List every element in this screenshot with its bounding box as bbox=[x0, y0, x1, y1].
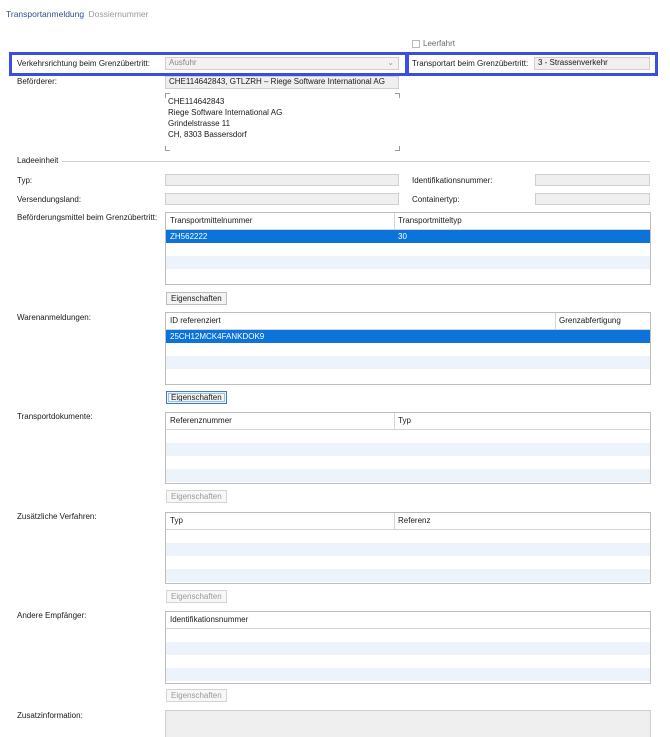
containertyp-field[interactable] bbox=[535, 193, 650, 205]
column-header[interactable]: Referenznummer bbox=[170, 416, 232, 425]
address-line: CHE114642843 bbox=[168, 97, 225, 106]
corner-mark bbox=[165, 93, 170, 98]
zusaetzliche-verfahren-label: Zusätzliche Verfahren: bbox=[17, 512, 97, 521]
tab-bar bbox=[6, 9, 149, 19]
transportart-label: Transportart beim Grenzübertritt: bbox=[412, 59, 529, 68]
befoerderungsmittel-table bbox=[165, 212, 651, 285]
table-row[interactable] bbox=[166, 243, 650, 256]
column-header[interactable]: Transportmittelnummer bbox=[170, 216, 253, 225]
befoerderungsmittel-properties-button[interactable]: Eigenschaften bbox=[166, 292, 227, 305]
table-cell: ZH562222 bbox=[170, 232, 208, 241]
leerfahrt-checkbox[interactable] bbox=[412, 40, 420, 48]
andere-empfaenger-properties-button[interactable]: Eigenschaften bbox=[166, 689, 227, 702]
table-row[interactable] bbox=[166, 569, 650, 582]
table-row[interactable] bbox=[166, 543, 650, 556]
corner-mark bbox=[165, 146, 170, 151]
column-header[interactable]: Identifikationsnummer bbox=[170, 615, 249, 624]
zusaetzliche-verfahren-properties-button[interactable]: Eigenschaften bbox=[166, 590, 227, 603]
identifikationsnummer-label: Identifikationsnummer: bbox=[412, 176, 493, 185]
befoerderer-select[interactable]: CHE114642843, GTLZRH – Riege Software International AG bbox=[165, 76, 399, 89]
transportdokumente-table bbox=[165, 412, 651, 484]
table-row[interactable] bbox=[166, 343, 650, 356]
table-row[interactable] bbox=[166, 556, 650, 569]
warenanmeldungen-label: Warenanmeldungen: bbox=[17, 313, 91, 322]
chevron-down-icon: ⌄ bbox=[387, 58, 394, 67]
table-row[interactable] bbox=[166, 655, 650, 668]
befoerderer-address bbox=[165, 93, 399, 150]
column-header[interactable]: ID referenziert bbox=[170, 316, 221, 325]
table-row[interactable] bbox=[166, 456, 650, 469]
containertyp-label: Containertyp: bbox=[412, 195, 460, 204]
andere-empfaenger-table bbox=[165, 611, 651, 684]
column-header[interactable]: Grenzabfertigung bbox=[559, 316, 621, 325]
transportart-field[interactable]: 3 - Strassenverkehr bbox=[534, 57, 650, 70]
verkehrsrichtung-value: Ausfuhr bbox=[169, 58, 197, 67]
identifikationsnummer-field[interactable] bbox=[535, 174, 650, 186]
column-header[interactable]: Typ bbox=[398, 416, 411, 425]
table-row[interactable] bbox=[166, 629, 650, 642]
table-row[interactable] bbox=[166, 330, 650, 343]
zusatzinformation-field[interactable] bbox=[165, 710, 651, 737]
verkehrsrichtung-select[interactable] bbox=[165, 57, 399, 70]
table-row[interactable] bbox=[166, 356, 650, 369]
leerfahrt-label: Leerfahrt bbox=[423, 39, 456, 48]
befoerderer-label: Beförderer: bbox=[17, 77, 58, 86]
verkehrsrichtung-label: Verkehrsrichtung beim Grenzübertritt: bbox=[17, 59, 150, 68]
address-line: CH, 8303 Bassersdorf bbox=[168, 130, 247, 139]
transportdokumente-label: Transportdokumente: bbox=[17, 412, 93, 421]
table-row[interactable] bbox=[166, 230, 650, 243]
tab-transportanmeldung[interactable]: Transportanmeldung bbox=[6, 9, 85, 19]
table-row[interactable] bbox=[166, 530, 650, 543]
transportdokumente-properties-button[interactable]: Eigenschaften bbox=[166, 490, 227, 503]
versendungsland-label: Versendungsland: bbox=[17, 195, 82, 204]
table-cell: 30 bbox=[398, 232, 407, 241]
address-line: Riege Software International AG bbox=[168, 108, 283, 117]
tab-dossiernummer[interactable]: Dossiernummer bbox=[88, 9, 149, 19]
typ-label: Typ: bbox=[17, 176, 33, 185]
table-row[interactable] bbox=[166, 256, 650, 269]
andere-empfaenger-label: Andere Empfänger: bbox=[17, 611, 87, 620]
warenanmeldungen-table bbox=[165, 312, 651, 385]
versendungsland-field[interactable] bbox=[165, 193, 399, 205]
table-row[interactable] bbox=[166, 469, 650, 482]
table-row[interactable] bbox=[166, 642, 650, 655]
table-row[interactable] bbox=[166, 369, 650, 382]
table-cell: 25CH12MCK4FANKDOK9 bbox=[170, 332, 265, 341]
table-row[interactable] bbox=[166, 269, 650, 282]
column-header[interactable]: Transportmitteltyp bbox=[398, 216, 462, 225]
table-row[interactable] bbox=[166, 443, 650, 456]
ladeeinheit-title: Ladeeinheit bbox=[17, 156, 59, 165]
table-row[interactable] bbox=[166, 430, 650, 443]
befoerderungsmittel-label: Beförderungsmittel beim Grenzübertritt: bbox=[17, 213, 158, 222]
corner-mark bbox=[395, 146, 400, 151]
column-header[interactable]: Referenz bbox=[398, 516, 431, 525]
warenanmeldungen-properties-button[interactable]: Eigenschaften bbox=[166, 391, 227, 404]
address-line: Grindelstrasse 11 bbox=[168, 119, 231, 128]
table-row[interactable] bbox=[166, 668, 650, 681]
zusatzinformation-label: Zusatzinformation: bbox=[17, 711, 83, 720]
corner-mark bbox=[395, 93, 400, 98]
column-header[interactable]: Typ bbox=[170, 516, 183, 525]
zusaetzliche-verfahren-table bbox=[165, 512, 651, 584]
typ-field[interactable] bbox=[165, 174, 399, 186]
section-divider bbox=[62, 161, 650, 162]
